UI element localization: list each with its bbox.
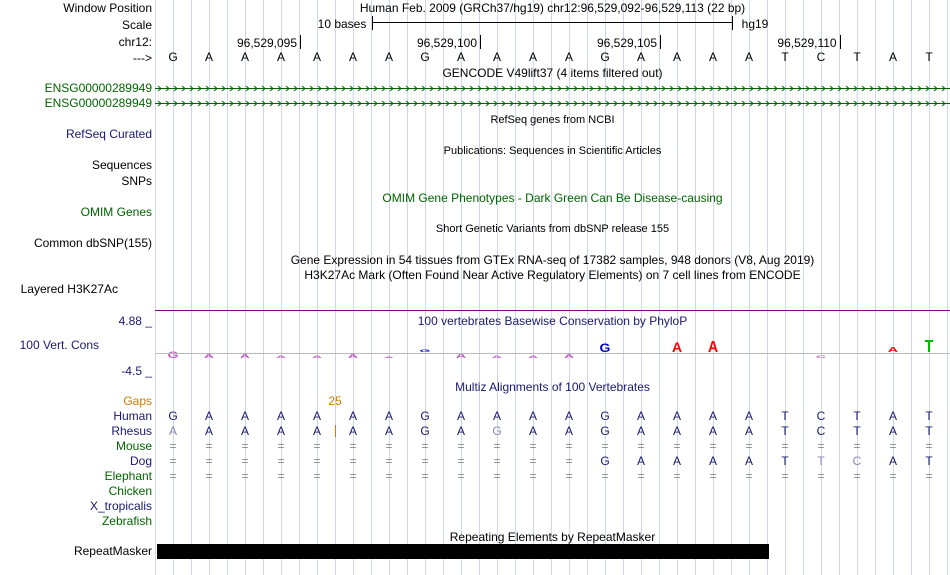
- alignment-base: =: [313, 454, 321, 468]
- alignment-base: =: [493, 439, 501, 453]
- track-labels: [0, 0, 152, 575]
- alignment-base: =: [349, 454, 357, 468]
- alignment-base: =: [529, 469, 537, 483]
- publications-title: Publications: Sequences in Scientific Articles: [443, 145, 662, 157]
- alignment-base: A: [708, 454, 717, 468]
- alignment-base: A: [888, 454, 897, 468]
- alignment-base: G: [168, 409, 178, 423]
- repeat-title: Repeating Elements by RepeatMasker: [449, 530, 656, 544]
- base-letter: A: [240, 50, 249, 64]
- conservation-base: A: [347, 353, 359, 360]
- alignment-base: =: [673, 469, 681, 483]
- alignment-base: A: [312, 424, 321, 438]
- alignment-base: =: [421, 469, 429, 483]
- alignment-base: =: [277, 439, 285, 453]
- conservation-base: A: [563, 353, 575, 360]
- alignment-base: =: [817, 469, 825, 483]
- alignment-base: T: [853, 424, 861, 438]
- phylop-title: 100 vertebrates Basewise Conservation by PhyloP: [417, 314, 688, 328]
- alignment-base: =: [493, 469, 501, 483]
- alignment-base: =: [889, 469, 897, 483]
- ruler-tick-3: 96,529,105: [596, 36, 658, 50]
- base-letter: A: [348, 50, 357, 64]
- alignment-base: A: [348, 424, 357, 438]
- alignment-base: A: [744, 424, 753, 438]
- alignment-base: =: [205, 439, 213, 453]
- alignment-base: =: [889, 439, 897, 453]
- alignment-base: A: [456, 409, 465, 423]
- conservation-base: A: [275, 355, 287, 360]
- alignment-base: =: [169, 454, 177, 468]
- label-chrom[interactable]: chr12:: [118, 35, 152, 49]
- alignment-base: T: [925, 409, 933, 423]
- conservation-base: C: [815, 355, 827, 360]
- alignment-base: A: [528, 424, 537, 438]
- alignment-base: A: [564, 409, 573, 423]
- base-letter: A: [708, 50, 717, 64]
- alignment-base: A: [672, 409, 681, 423]
- alignment-base: T: [925, 454, 933, 468]
- alignment-base: =: [277, 469, 285, 483]
- gap-count: 25: [328, 394, 342, 408]
- alignment-base: G: [600, 424, 610, 438]
- label-refseq[interactable]: RefSeq Curated: [65, 127, 152, 141]
- position-title: Human Feb. 2009 (GRCh37/hg19) chr12:96,529,092-96,529,113 (22 bp): [359, 1, 746, 15]
- base-letter: C: [816, 50, 826, 64]
- alignment-base: =: [745, 469, 753, 483]
- alignment-base: A: [744, 409, 753, 423]
- conservation-base: A: [239, 353, 251, 360]
- conservation-base: A: [671, 339, 683, 355]
- base-letter: A: [528, 50, 537, 64]
- gene-tracks: [155, 86, 950, 106]
- track-image[interactable]: [155, 0, 950, 575]
- dbsnp-title: Short Genetic Variants from dbSNP release 155: [435, 223, 670, 235]
- alignment-base: =: [925, 439, 933, 453]
- alignment-base: A: [276, 409, 285, 423]
- alignment-base: =: [241, 439, 249, 453]
- base-letter: T: [925, 50, 933, 64]
- alignment-base: =: [457, 469, 465, 483]
- alignment-base: =: [457, 439, 465, 453]
- alignment-base: =: [313, 469, 321, 483]
- alignment-base: A: [636, 454, 645, 468]
- alignment-base: A: [672, 424, 681, 438]
- alignment-base: =: [709, 439, 717, 453]
- conservation-base: G: [419, 349, 431, 354]
- alignment-base: C: [816, 409, 826, 423]
- scale-bar: [373, 16, 733, 30]
- alignment-base: =: [241, 469, 249, 483]
- alignment-base: A: [708, 424, 717, 438]
- base-letter: T: [853, 50, 861, 64]
- label-cons-max: 4.88 _: [118, 314, 152, 328]
- alignment-base: =: [601, 439, 609, 453]
- alignment-base: A: [888, 424, 897, 438]
- label-scale[interactable]: Scale: [121, 18, 152, 32]
- label-snps[interactable]: SNPs: [121, 174, 152, 188]
- base-letter: A: [384, 50, 393, 64]
- alignment-base: A: [492, 409, 501, 423]
- alignment-base: =: [601, 469, 609, 483]
- conservation-base: A: [887, 346, 899, 354]
- alignment-base: A: [348, 409, 357, 423]
- alignment-base: =: [529, 454, 537, 468]
- alignment-base: =: [781, 469, 789, 483]
- multiz-title: Multiz Alignments of 100 Vertebrates: [455, 380, 650, 394]
- label-sequences[interactable]: Sequences: [91, 158, 152, 172]
- assembly-label: hg19: [741, 17, 769, 31]
- alignment-base: =: [421, 454, 429, 468]
- alignment-base: A: [888, 409, 897, 423]
- alignment-base: =: [565, 439, 573, 453]
- alignment-base: =: [313, 439, 321, 453]
- conservation-base: A: [455, 352, 467, 360]
- alignment-base: =: [205, 469, 213, 483]
- alignment-base: =: [169, 469, 177, 483]
- alignment-base: A: [312, 409, 321, 423]
- ruler-tick-1: 96,529,095: [236, 36, 298, 50]
- gene-feature: [155, 86, 950, 91]
- conservation-base: A: [491, 355, 503, 360]
- conservation-base: G: [167, 350, 179, 361]
- alignment-base: G: [600, 409, 610, 423]
- gene-feature: [155, 101, 950, 106]
- label-cons-min: -4.5 _: [121, 364, 152, 378]
- base-letter: A: [636, 50, 645, 64]
- alignment-base: A: [708, 409, 717, 423]
- alignment-base: =: [637, 469, 645, 483]
- conservation-base: A: [203, 353, 215, 360]
- alignment-base: =: [925, 469, 933, 483]
- base-letter: G: [600, 50, 610, 64]
- alignment-base: =: [673, 439, 681, 453]
- repeat-element[interactable]: [157, 544, 769, 559]
- label-species-human: Human: [113, 409, 152, 423]
- label-h3k27ac[interactable]: Layered H3K27Ac: [20, 282, 118, 296]
- base-letter: A: [744, 50, 753, 64]
- alignment-base: =: [385, 469, 393, 483]
- label-dbsnp[interactable]: Common dbSNP(155): [33, 236, 152, 250]
- alignment-base: =: [817, 439, 825, 453]
- label-gene-1[interactable]: ENSG00000289949: [44, 81, 152, 95]
- alignment-base: T: [781, 424, 789, 438]
- conservation-base: G: [599, 340, 611, 355]
- label-cons[interactable]: 100 Vert. Cons: [19, 338, 99, 352]
- alignment-base: =: [853, 469, 861, 483]
- ruler-tick-2: 96,529,100: [416, 36, 478, 50]
- alignment-base: A: [384, 409, 393, 423]
- label-species-elephant: Elephant: [104, 469, 152, 483]
- alignment-base: =: [349, 439, 357, 453]
- alignment-base: =: [565, 469, 573, 483]
- alignment-base: =: [385, 439, 393, 453]
- alignment-base: =: [565, 454, 573, 468]
- base-letter: A: [564, 50, 573, 64]
- alignment-base: =: [745, 439, 753, 453]
- base-letter: A: [456, 50, 465, 64]
- alignment-base: A: [204, 409, 213, 423]
- label-species-mouse: Mouse: [115, 439, 152, 453]
- alignment-base: A: [636, 424, 645, 438]
- alignment-base: C: [852, 454, 862, 468]
- base-letter: G: [168, 50, 178, 64]
- h3k27ac-title: H3K27Ac Mark (Often Found Near Active Regulatory Elements) on 7 cell lines from ENCODE: [304, 268, 801, 282]
- alignment-base: A: [528, 409, 537, 423]
- alignment-base: A: [276, 424, 285, 438]
- alignment-base: =: [277, 454, 285, 468]
- alignment-base: G: [600, 454, 610, 468]
- base-letter: T: [781, 50, 789, 64]
- alignment-base: =: [709, 469, 717, 483]
- base-letter: A: [312, 50, 321, 64]
- alignment-base: =: [421, 439, 429, 453]
- alignment-base: =: [529, 439, 537, 453]
- label-strand[interactable]: --->: [133, 51, 152, 65]
- alignment-base: =: [457, 454, 465, 468]
- alignment-base: A: [384, 424, 393, 438]
- base-letter: A: [492, 50, 501, 64]
- alignment-base: G: [492, 424, 502, 438]
- base-letter: A: [276, 50, 285, 64]
- alignment-base: A: [456, 424, 465, 438]
- base-letter: A: [888, 50, 897, 64]
- alignment-base: A: [168, 424, 177, 438]
- conservation-base: A: [311, 355, 323, 360]
- alignment-base: A: [672, 454, 681, 468]
- conservation-base: T: [924, 337, 934, 357]
- conservation-base: A: [383, 356, 395, 359]
- alignment-base: A: [240, 409, 249, 423]
- alignment-base: A: [744, 454, 753, 468]
- label-species-zebrafish: Zebrafish: [101, 514, 152, 528]
- alignment-base: C: [816, 424, 826, 438]
- alignment-base: A: [240, 424, 249, 438]
- alignment-base: =: [349, 469, 357, 483]
- label-window-position[interactable]: Window Position: [63, 1, 152, 15]
- alignment-base: G: [420, 424, 430, 438]
- alignment-base: A: [204, 424, 213, 438]
- label-gaps: Gaps: [123, 394, 152, 408]
- alignment-base: T: [781, 409, 789, 423]
- label-species-chicken: Chicken: [108, 484, 152, 498]
- base-letter: G: [420, 50, 430, 64]
- scale-label: 10 bases: [317, 17, 367, 31]
- alignment-base: A: [564, 424, 573, 438]
- alignment-base: =: [781, 439, 789, 453]
- label-species-dog: Dog: [129, 454, 152, 468]
- alignment-base: =: [385, 454, 393, 468]
- ruler-tick-4: 96,529,110: [777, 36, 837, 50]
- conservation-base: A: [707, 339, 719, 357]
- label-species-rhesus: Rhesus: [111, 424, 152, 438]
- base-guidelines: [156, 0, 948, 575]
- label-repeatmasker[interactable]: RepeatMasker: [73, 544, 152, 558]
- gap-marker: [335, 425, 336, 437]
- alignment-base: T: [817, 454, 825, 468]
- alignment-base: =: [169, 439, 177, 453]
- alignment-base: =: [205, 454, 213, 468]
- alignment-base: T: [781, 454, 789, 468]
- track-graphics: [155, 0, 950, 575]
- base-letter: A: [672, 50, 681, 64]
- alignment-base: G: [420, 409, 430, 423]
- label-gene-2[interactable]: ENSG00000289949: [44, 96, 152, 110]
- alignment-base: A: [636, 409, 645, 423]
- label-species-xtropicalis: X_tropicalis: [89, 499, 152, 513]
- gtex-title: Gene Expression in 54 tissues from GTEx RNA-seq of 17382 samples, 948 donors (V8, Aug 2019): [290, 253, 815, 267]
- alignment-base: =: [853, 439, 861, 453]
- phylop-graph: [155, 338, 950, 361]
- conservation-base: A: [527, 355, 539, 360]
- label-omim[interactable]: OMIM Genes: [80, 205, 152, 219]
- alignment-base: =: [637, 439, 645, 453]
- alignment-base: T: [853, 409, 861, 423]
- base-letter: A: [204, 50, 213, 64]
- alignment-base: T: [925, 424, 933, 438]
- refseq-title: RefSeq genes from NCBI: [490, 114, 615, 126]
- gencode-title: GENCODE V49lift37 (4 items filtered out): [442, 66, 663, 80]
- ruler-ticks: [301, 35, 841, 49]
- omim-title: OMIM Gene Phenotypes - Dark Green Can Be Disease-causing: [382, 191, 723, 205]
- alignment-base: =: [493, 454, 501, 468]
- alignment-base: =: [241, 454, 249, 468]
